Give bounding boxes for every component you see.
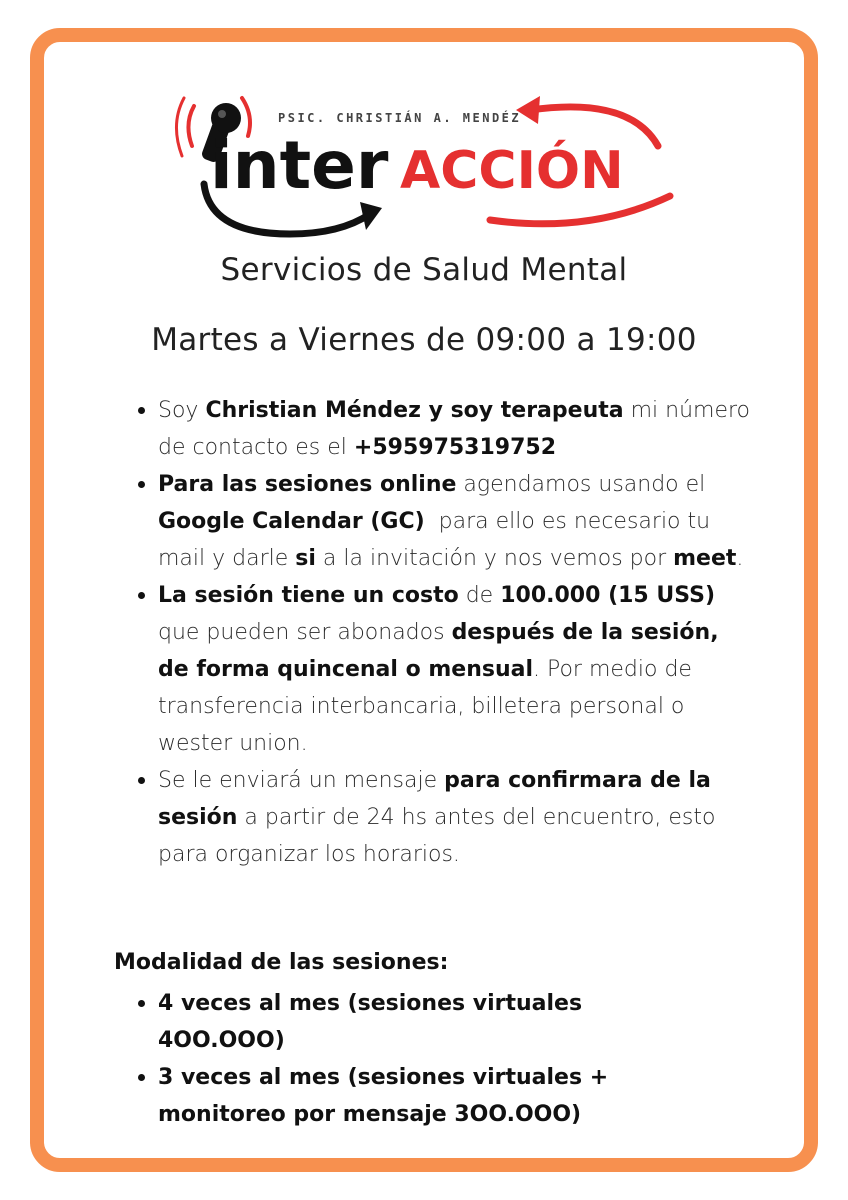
list-item: La sesión tiene un costo de 100.000 (15 USS) que pueden ser abonados después de la sesión, de forma quincenal o mensual. Por medio de transferencia interbancaria, billetera personal o wester union. [130, 577, 750, 762]
logo-author: PSIC. CHRISTIÁN A. MENDÉZ [278, 111, 522, 125]
list-item: 3 veces al mes (sesiones virtuales + monitoreo por mensaje 3OO.OOO) [130, 1059, 690, 1133]
modalidad-list [130, 985, 690, 1133]
list-item: Soy Christian Méndez y soy terapeuta mi número de contacto es el +595975319752 [130, 392, 750, 466]
info-list [130, 392, 750, 873]
logo-word-accion: ACCIÓN [400, 141, 624, 201]
list-item: 4 veces al mes (sesiones virtuales 4OO.OOO) [130, 985, 690, 1059]
business-hours: Martes a Viernes de 09:00 a 19:00 [151, 322, 697, 358]
interaccion-logo [170, 84, 680, 254]
list-item: Se le enviará un mensaje para confirmara de la sesión a partir de 24 hs antes del encuentro, esto para organizar los horarios. [130, 762, 750, 873]
modalidad-heading: Modalidad de las sesiones: [114, 950, 449, 975]
page-subtitle: Servicios de Salud Mental [220, 252, 628, 288]
list-item: Para las sesiones online agendamos usando el Google Calendar (GC) para ello es necesario tu mail y darle si a la invitación y nos vemos por meet. [130, 466, 750, 577]
logo-word-inter: inter [210, 127, 389, 204]
